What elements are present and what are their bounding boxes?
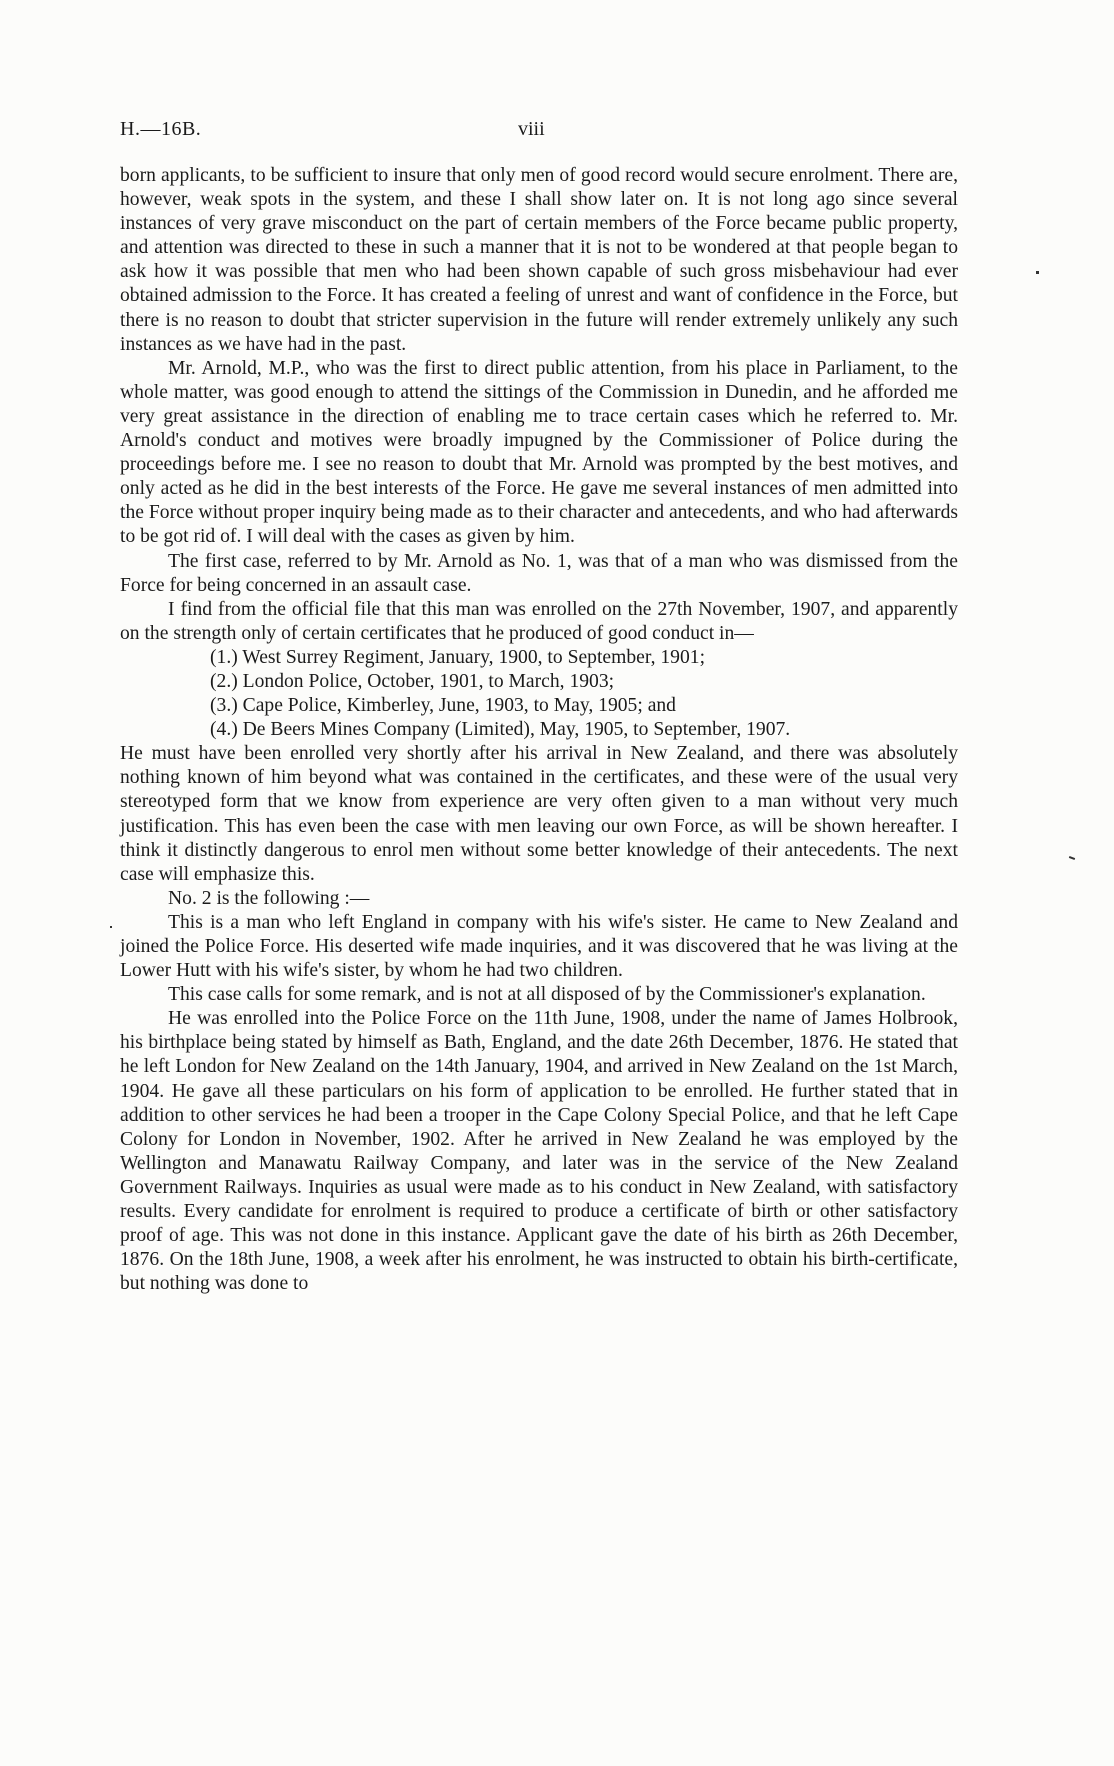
list-item: (2.) London Police, October, 1901, to March, 1903; — [210, 670, 615, 692]
paragraph: born applicants, to be sufficient to insure that only men of good record would secure enrolment. There are, however, weak spots in the system, and these I shall show later on. It is not long ago since several instances of very grave misconduct on the part of certain members of the Force became public property, and attention was directed to these in such a manner that it is not to be wondered at that people began to ask how it was possible that men who had been shown capable of such gross misbehaviour had ever obtained admission to the Force. It has created a feeling of unrest and want of confidence in the Force, but there is no reason to doubt that stricter supervision in the future will render extremely unlikely any such instances as we have had in the past. — [120, 165, 958, 355]
paragraph: Mr. Arnold, M.P., who was the first to direct public attention, from his place in Parliament, to the whole matter, was good enough to attend the sittings of the Commission in Dunedin, and he afforded me very great assistance in the direction of enabling me to trace certain cases which he referred to. Mr. Arnold's conduct and motives were broadly impugned by the Commissioner of Police during the proceedings before me. I see no reason to doubt that Mr. Arnold was prompted by the best motives, and only acted as he did in the best interests of the Force. He gave me several instances of men admitted into the Force without proper inquiry being made as to their character and antecedents, and who had afterwards to be got rid of. I will deal with the cases as given by him. — [120, 357, 958, 548]
paragraph: The first case, referred to by Mr. Arnold as No. 1, was that of a man who was dismissed from the Force for being concerned in an assault case. — [120, 550, 958, 596]
page-header — [120, 118, 958, 148]
list-item: (3.) Cape Police, Kimberley, June, 1903, to May, 1905; and — [210, 695, 676, 717]
scan-speck — [1036, 271, 1039, 274]
paragraph: This is a man who left England in company with his wife's sister. He came to New Zealand and joined the Police Force. His deserted wife made inquiries, and it was discovered that he was living at the Lower Hutt with his wife's sister, by whom he had two children. — [120, 911, 958, 982]
paragraph: No. 2 is the following :— — [168, 887, 370, 909]
certificate-list — [120, 646, 958, 742]
document-reference: H.—16B. — [120, 118, 202, 140]
list-item: (4.) De Beers Mines Company (Limited), May, 1905, to September, 1907. — [210, 719, 791, 741]
paragraph: He was enrolled into the Police Force on the 11th June, 1908, under the name of James Holbrook, his birthplace being stated by himself as Bath, England, and the date 26th December, 1876. He stated that he left London for New Zealand on the 14th January, 1904, and arrived in New Zealand on the 1st March, 1904. He gave all these particulars on his form of application to be enrolled. He further stated that in addition to other services he had been a trooper in the Cape Colony Special Police, and that he left Cape Colony for London in November, 1902. After he arrived in New Zealand he was employed by the Wellington and Manawatu Railway Company, and later was in the service of the New Zealand Government Railways. Inquiries as usual were made as to his conduct in New Zealand, with satisfactory results. Every candidate for enrolment is required to produce a certificate of birth or other satisfactory proof of age. This was not done in this instance. Applicant gave the date of his birth as 26th December, 1876. On the 18th June, 1908, a week after his enrolment, he was instructed to obtain his birth-certificate, but nothing was done to — [120, 1008, 958, 1295]
scan-speck — [110, 926, 112, 928]
paragraph: He must have been enrolled very shortly after his arrival in New Zealand, and there was absolutely nothing known of him beyond what was contained in the certificates, and these were of the usual very stereotyped form that we know from experience are very often given to a man without very much justification. This has even been the case with men leaving our own Force, as will be shown hereafter. I think it distinctly dangerous to enrol men without some better knowledge of their antecedents. The next case will emphasize this. — [120, 743, 958, 885]
paragraph: I find from the official file that this man was enrolled on the 27th November, 1907, and apparently on the strength only of certain certificates that he produced of good conduct in— — [120, 598, 958, 644]
page-number: viii — [518, 118, 545, 140]
paragraph: This case calls for some remark, and is not at all disposed of by the Commissioner's explanation. — [168, 984, 926, 1006]
scan-speck — [1069, 856, 1075, 860]
body-text — [120, 164, 958, 1296]
list-item: (1.) West Surrey Regiment, January, 1900, to September, 1901; — [210, 646, 706, 668]
